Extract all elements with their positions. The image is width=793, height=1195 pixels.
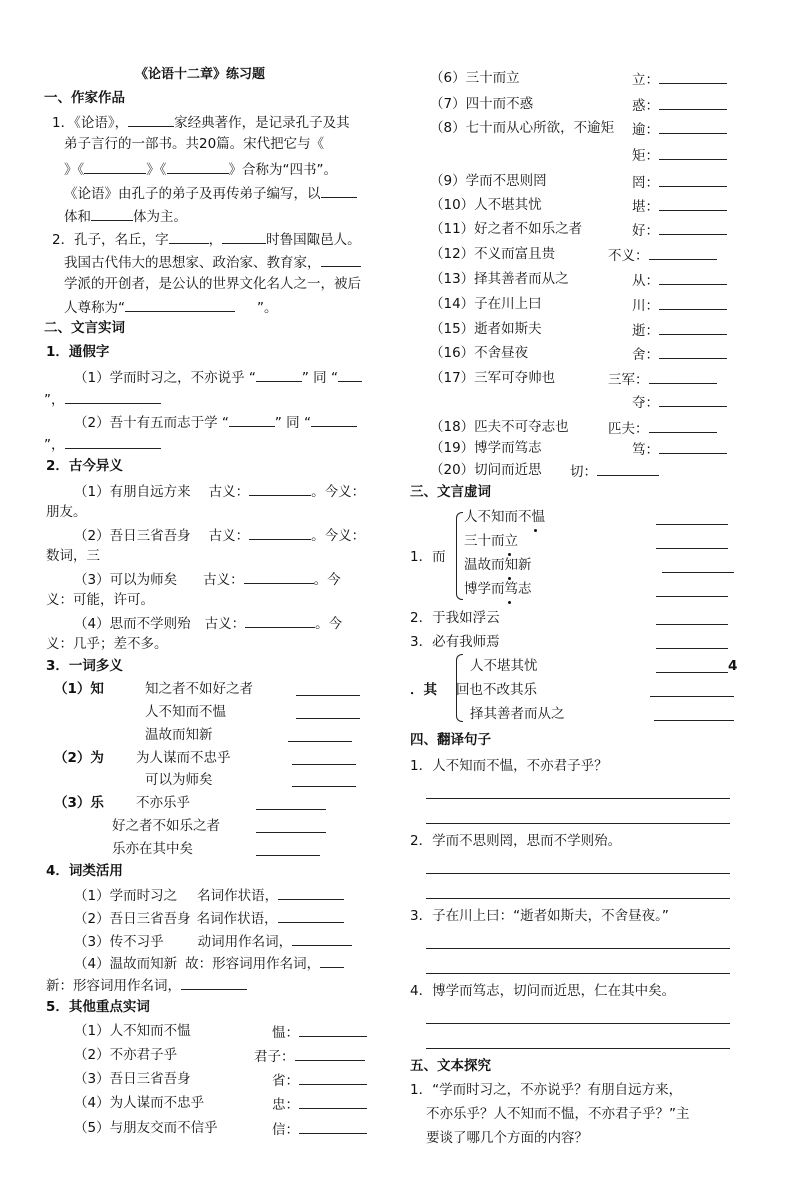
shici-item: （9）学而不思则罔 xyxy=(430,173,547,189)
shici-item-key: 不义： xyxy=(608,245,717,265)
shici-5: （5）与朋友交而不信乎 xyxy=(74,1120,218,1136)
tongjia-heading: 1．通假字 xyxy=(46,344,110,360)
huoyong-heading: 4．词类活用 xyxy=(46,863,123,879)
shici-3: （3）吾日三省吾身 xyxy=(74,1071,191,1087)
huoyong-1: （1）学而时习之 名词作状语， xyxy=(74,885,344,905)
shici-item: （13）择其善者而从之 xyxy=(430,271,569,287)
shici-item-key: 逝： xyxy=(632,320,727,340)
tongjia-2: （2）吾十有五而志于学 “ ” 同 “ xyxy=(74,412,357,432)
guji-4-cont: 义：几乎；差不多。 xyxy=(46,636,168,652)
shici-item-key: 惑： xyxy=(632,95,727,115)
section-2-heading: 二、文言实词 xyxy=(44,320,125,336)
duoyi-1-item: 温故而知新 xyxy=(145,727,213,743)
huoyong-3: （3）传不习乎 动词用作名词， xyxy=(74,931,352,951)
guji-3: （3）可以为师矣 古义： 。今 xyxy=(74,569,341,589)
shici-2-key: 君子： xyxy=(254,1046,365,1066)
er-item: 人不知而不愠 xyxy=(464,509,545,525)
q1-line1: 1．《论语》， 家经典著作，是记录孔子及其 xyxy=(52,112,350,132)
shici-1-key: 愠： xyxy=(272,1022,367,1042)
guji-3-cont: 义：可能，许可。 xyxy=(46,592,154,608)
shici-item: （10）人不堪其忧 xyxy=(430,197,542,213)
q1-line2: 弟子言行的一部书。共20篇。宋代把它与《 xyxy=(64,136,325,152)
shici-item-key: 矩： xyxy=(632,145,727,165)
shici-1: （1）人不知而不愠 xyxy=(74,1023,191,1039)
duoyi-heading: 3．一词多义 xyxy=(46,658,123,674)
shici-5-key: 信： xyxy=(272,1119,367,1139)
xuci-2: 2．于我如浮云 xyxy=(410,610,500,626)
shici-4-key: 忠： xyxy=(272,1094,367,1114)
duoyi-3-label: （3）乐 xyxy=(54,795,104,811)
xuci-3: 3．必有我师焉 xyxy=(410,634,500,650)
section-1-heading: 一、作家作品 xyxy=(44,90,125,106)
shici-item-key: 切： xyxy=(570,461,659,481)
shici-item-key: 好： xyxy=(632,220,727,240)
huoyong-4-cont: 新：形容词用作名词， xyxy=(46,975,247,995)
duoyi-3-item: 好之者不如乐之者 xyxy=(112,818,220,834)
shici-item-key: 三军： xyxy=(608,369,717,389)
q1-line4: 《论语》由孔子的弟子及再传弟子编写，以 xyxy=(64,183,357,203)
shici-item: （7）四十而不惑 xyxy=(430,96,534,112)
shici-item-key: 罔： xyxy=(632,172,727,192)
qi-item: 回也不改其乐 xyxy=(456,682,537,698)
duoyi-3-item: 不亦乐乎 xyxy=(136,795,190,811)
tongjia-2-cont: ”， xyxy=(44,434,161,454)
duoyi-2-item: 可以为师矣 xyxy=(145,772,213,788)
guji-2: （2）吾日三省吾身 古义： 。今义： xyxy=(74,525,365,545)
q2-line1: 2．孔子，名丘，字 ， 时鲁国陬邑人。 xyxy=(52,229,361,249)
duoyi-3-item: 乐亦在其中矣 xyxy=(112,841,193,857)
translate-1: 1．人不知而不愠，不亦君子乎？ xyxy=(410,758,608,774)
q2-line4: 人尊称为“ ”。 xyxy=(64,297,278,317)
qi-number: 4 xyxy=(728,658,738,674)
shici-item-key: 匹夫： xyxy=(608,418,717,438)
translate-3: 3．子在川上曰：“逝者如斯夫，不舍昼夜。” xyxy=(410,908,669,924)
shici-item: （17）三军可夺帅也 xyxy=(430,370,556,386)
shici-item-key: 川： xyxy=(632,295,727,315)
shici-item: （19）博学而笃志 xyxy=(430,440,542,456)
duoyi-2-label: （2）为 xyxy=(54,750,104,766)
translate-4: 4．博学而笃志，切问而近思，仁在其中矣。 xyxy=(410,983,676,999)
shici-item-key: 立： xyxy=(632,69,727,89)
shici-item: （11）好之者不如乐之者 xyxy=(430,221,583,237)
q1-line5: 体和 体为主。 xyxy=(64,206,187,226)
duoyi-1-item: 人不知而不愠 xyxy=(145,704,226,720)
qi-label: ．其 xyxy=(410,682,437,698)
shici-item-key: 从： xyxy=(632,270,727,290)
q2-line3: 学派的开创者，是公认的世界文化名人之一，被后 xyxy=(64,276,361,292)
shici-heading: 5．其他重点实词 xyxy=(46,999,150,1015)
guji-heading: 2．古今异义 xyxy=(46,458,123,474)
tongjia-1: （1）学而时习之，不亦说乎 “ ” 同 “ xyxy=(74,367,362,387)
page-title: 《论语十二章》练习题 xyxy=(135,67,266,82)
shici-item: （20）切问而近思 xyxy=(430,462,542,478)
explore-q1-line2: 不亦乐乎？人不知而不愠，不亦君子乎？”主 xyxy=(426,1106,690,1122)
qi-item: 人不堪其忧 xyxy=(470,658,538,674)
guji-2-cont: 数词，三 xyxy=(46,548,100,564)
shici-item: （16）不舍昼夜 xyxy=(430,345,529,361)
tongjia-1-cont: ”， xyxy=(44,389,161,409)
shici-3-key: 省： xyxy=(272,1070,367,1090)
explore-q1-line3: 要谈了哪几个方面的内容？ xyxy=(426,1130,588,1146)
shici-item-key: 笃： xyxy=(632,439,727,459)
duoyi-1-label: （1）知 xyxy=(54,681,104,697)
section-5-heading: 五、文本探究 xyxy=(410,1058,491,1074)
shici-item: （8）七十而从心所欲，不逾矩 xyxy=(430,120,615,136)
section-3-heading: 三、文言虚词 xyxy=(410,484,491,500)
er-item: 温故而知新 xyxy=(464,557,532,573)
q1-line3: 》《 》《 》合称为“四书”。 xyxy=(64,159,337,179)
shici-item: （12）不义而富且贵 xyxy=(430,246,556,262)
shici-item: （15）逝者如斯夫 xyxy=(430,321,542,337)
explore-q1-line1: 1．“学而时习之，不亦说乎？有朋自远方来， xyxy=(410,1082,683,1098)
q2-line2: 我国古代伟大的思想家、政治家、教育家， xyxy=(64,252,361,272)
guji-4: （4）思而不学则殆 古义： 。今 xyxy=(74,613,342,633)
huoyong-4: （4）温故而知新 故：形容词用作名词， xyxy=(74,953,344,973)
shici-item-key: 堪： xyxy=(632,196,727,216)
section-4-heading: 四、翻译句子 xyxy=(410,732,491,748)
er-item: 三十而立 xyxy=(464,533,518,549)
huoyong-2: （2）吾日三省吾身 名词作状语， xyxy=(74,908,344,928)
duoyi-1-item: 知之者不如好之者 xyxy=(145,681,253,697)
translate-2: 2．学而不思则罔，思而不学则殆。 xyxy=(410,833,622,849)
shici-4: （4）为人谋而不忠乎 xyxy=(74,1095,205,1111)
qi-item: 择其善者而从之 xyxy=(470,706,565,722)
shici-item-key: 夺： xyxy=(632,392,727,412)
er-item: 博学而笃志 xyxy=(464,581,532,597)
shici-item: （18）匹夫不可夺志也 xyxy=(430,419,569,435)
guji-1-cont: 朋友。 xyxy=(46,504,87,520)
shici-item-key: 舍： xyxy=(632,344,727,364)
guji-1: （1）有朋自远方来 古义： 。今义： xyxy=(74,481,365,501)
shici-item-key: 逾： xyxy=(632,119,727,139)
er-brace xyxy=(456,512,463,600)
duoyi-2-item: 为人谋而不忠乎 xyxy=(136,750,231,766)
shici-2: （2）不亦君子乎 xyxy=(74,1047,178,1063)
shici-item: （6）三十而立 xyxy=(430,70,520,86)
shici-item: （14）子在川上曰 xyxy=(430,296,542,312)
er-label: 1．而 xyxy=(410,549,446,565)
